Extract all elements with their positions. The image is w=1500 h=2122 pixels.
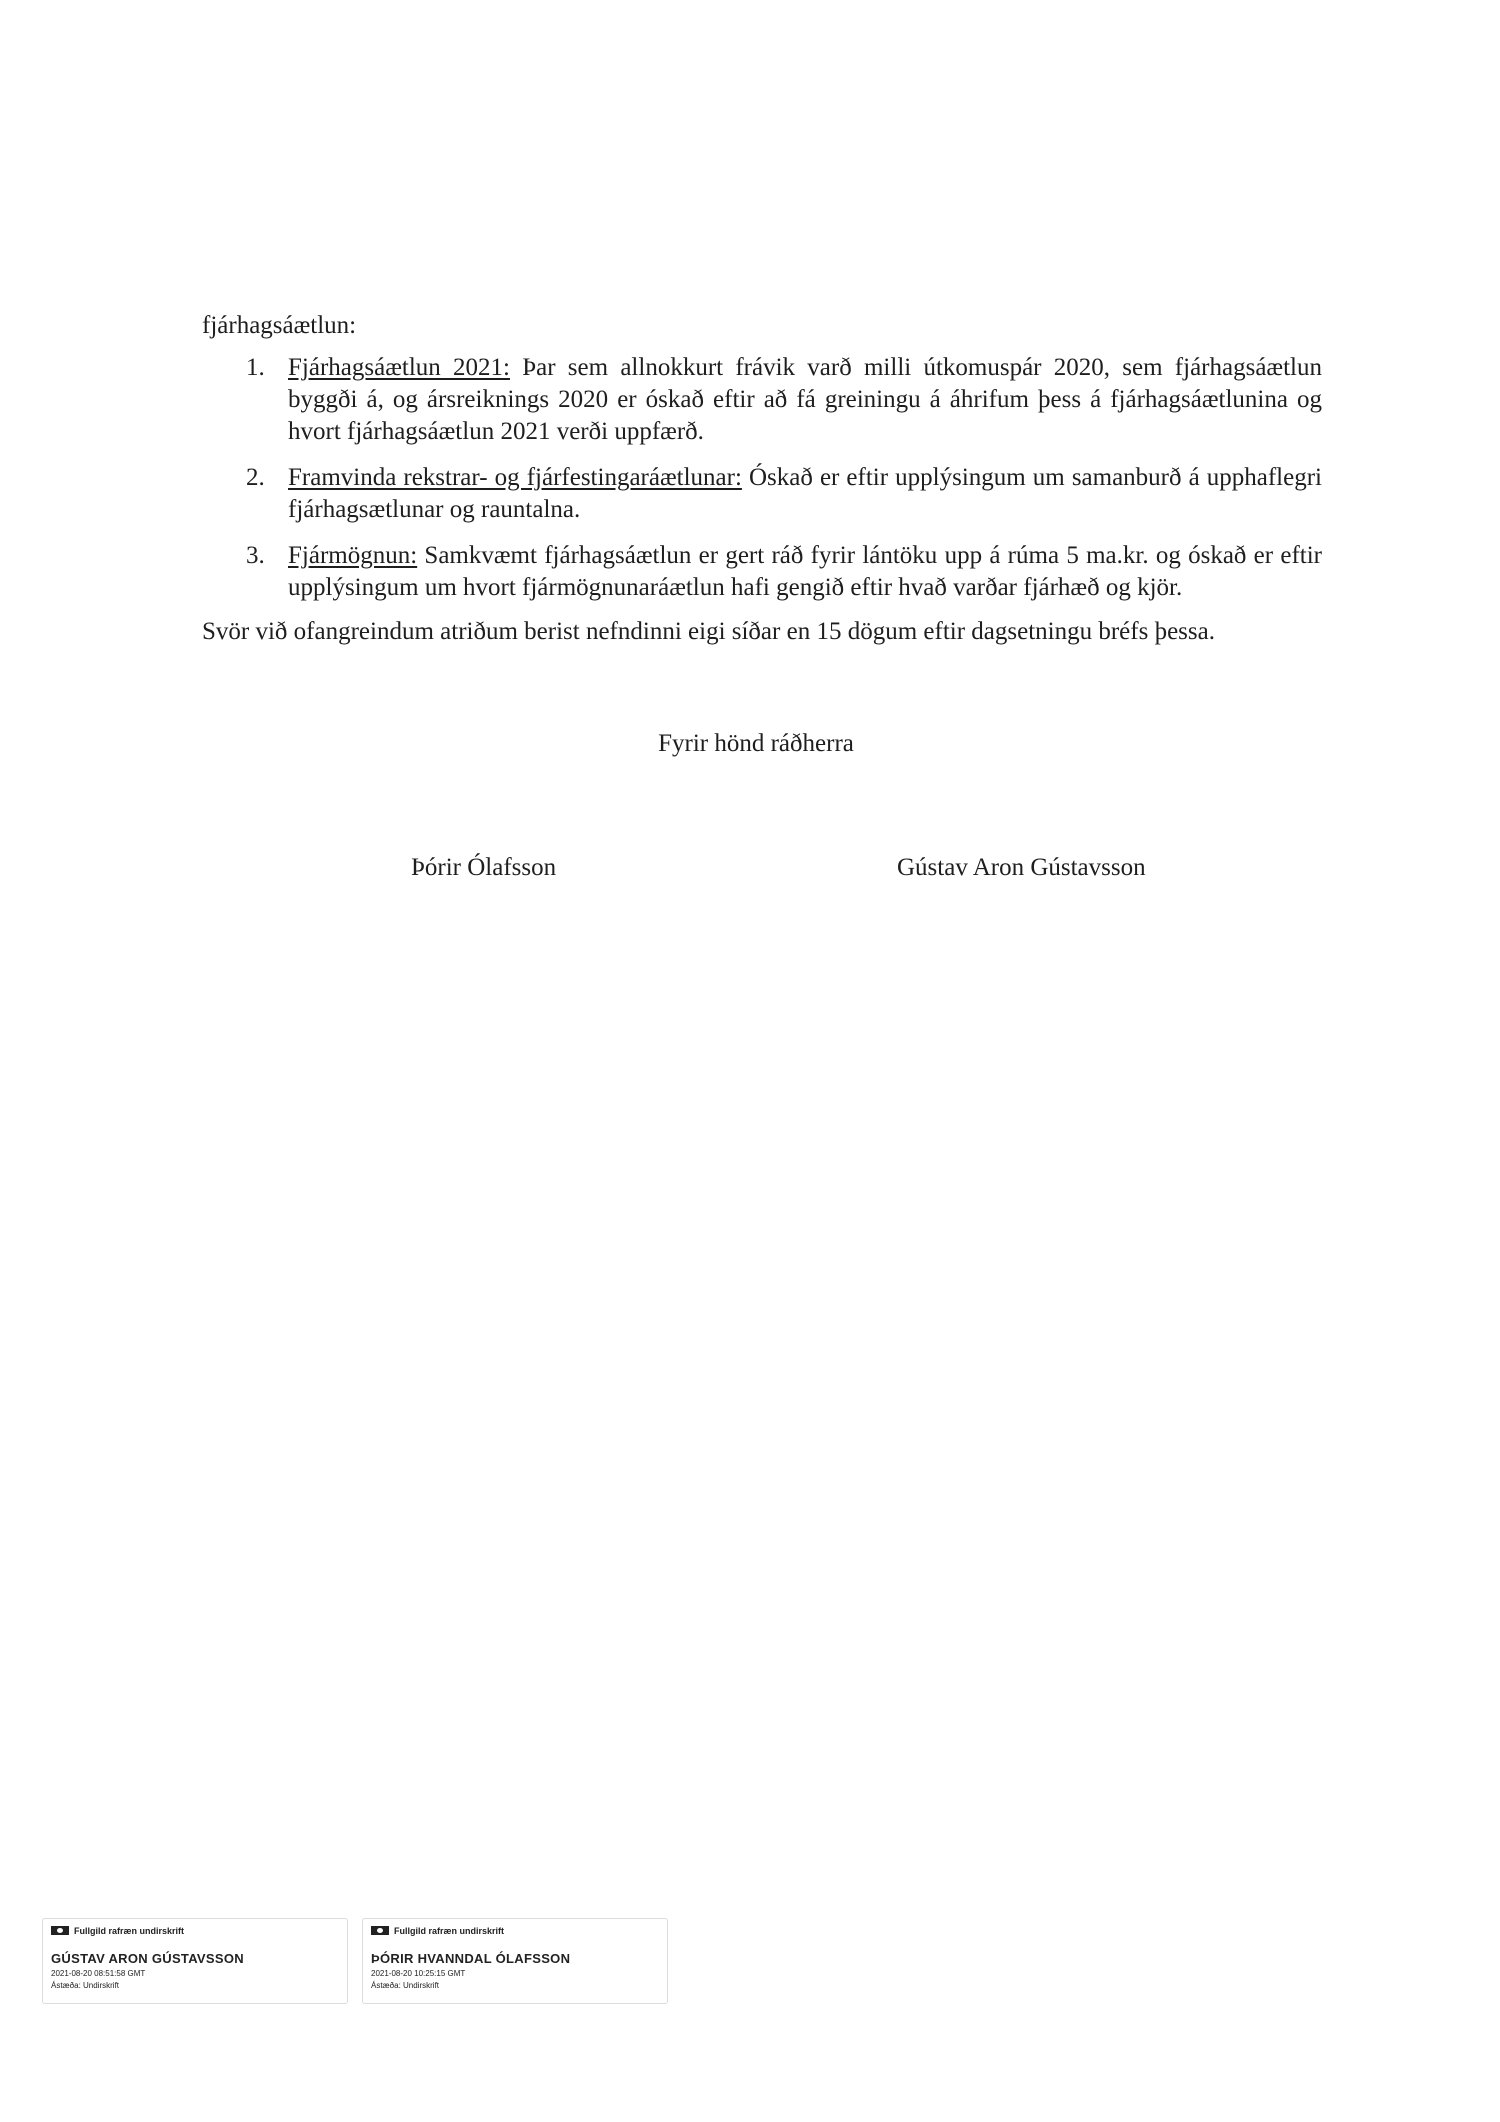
list-item-title: Framvinda rekstrar- og fjárfestingaráætlunar: (288, 464, 742, 491)
eid-logo-icon (371, 1926, 389, 1935)
signature-box-header (371, 1924, 659, 1937)
signature-box-gustav (42, 1918, 348, 2004)
list-item-text: Óskað er eftir upplýsingum um samanburð á upphaflegri fjárhagsætlunar og rauntalna. (288, 464, 1322, 523)
signature-box-thorir (362, 1918, 668, 2004)
closing-paragraph: Svör við ofangreindum atriðum berist nefndinni eigi síðar en 15 dögum eftir dagsetningu bréfs þessa. (202, 618, 1215, 645)
signoff-line: Fyrir hönd ráðherra (658, 730, 854, 757)
list-item-text: Samkvæmt fjárhagsáætlun er gert ráð fyrir lántöku upp á rúma 5 ma.kr. og óskað er eftir upplýsingum um hvort fjármögnunaráætlun hafi gengið eftir hvað varðar fjárhæð og kjör. (288, 542, 1322, 601)
signer-right-name: Gústav Aron Gústavsson (897, 854, 1146, 881)
signer-left-name: Þórir Ólafsson (411, 854, 557, 881)
list-item (202, 352, 1322, 448)
signature-box-reason: Ástæða: Undirskrift (51, 1981, 120, 1990)
signature-box-header-text: Fullgild rafræn undirskrift (394, 1925, 505, 1936)
list-item-number: 1. (246, 354, 265, 381)
list-item-title: Fjármögnun: (288, 542, 418, 569)
eid-logo-icon (51, 1926, 69, 1935)
list-item (202, 462, 1322, 526)
signature-box-date: 2021-08-20 08:51:58 GMT (51, 1969, 146, 1978)
list-item-number: 2. (246, 464, 265, 491)
list-item-text: Þar sem allnokkurt frávik varð milli útkomuspár 2020, sem fjárhagsáætlun byggði á, og ársreiknings 2020 er óskað eftir að fá greiningu á áhrifum þess á fjárhagsáætlunina og hvort fjárhagsáætlun 2021 verði uppfærð. (288, 354, 1322, 445)
list-item-title: Fjárhagsáætlun 2021: (288, 354, 510, 381)
list-item-number: 3. (246, 542, 265, 569)
signature-box-header-text: Fullgild rafræn undirskrift (74, 1925, 185, 1936)
list-item (202, 540, 1322, 604)
signature-box-header (51, 1924, 339, 1937)
signature-box-reason: Ástæða: Undirskrift (371, 1981, 440, 1990)
signature-box-name: ÞÓRIR HVANNDAL ÓLAFSSON (371, 1951, 571, 1966)
signature-box-date: 2021-08-20 10:25:15 GMT (371, 1969, 466, 1978)
request-list (202, 352, 1322, 618)
signature-box-name: GÚSTAV ARON GÚSTAVSSON (51, 1951, 244, 1966)
intro-text: fjárhagsáætlun: (202, 312, 357, 339)
